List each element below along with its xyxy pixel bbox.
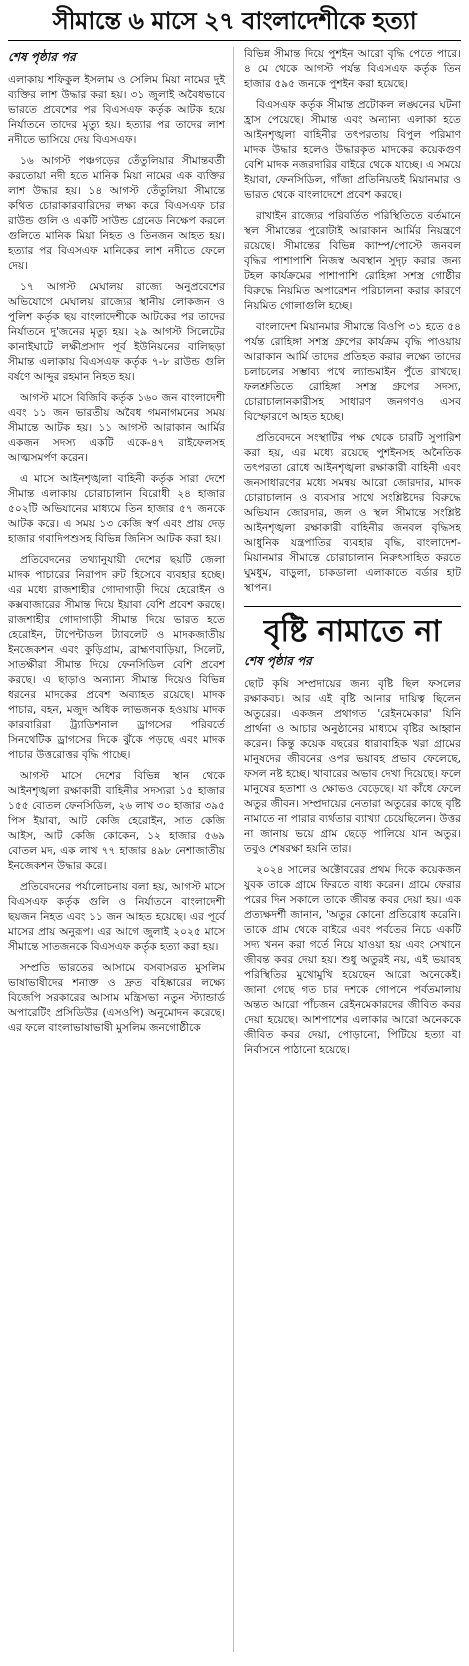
paragraph: ২০২৪ সালের অক্টোবরের প্রথম দিকে কয়েকজন যুবক তাকে গ্রামে ফিরতে বাধ্য করেন। গ্রামে ফেরার পরের দিন সকালে তাকে জীবন্ত কবর দেয়া হয়। এক প্রত্যক্ষদর্শী জানান, 'অতুর কোনো প্রতিরোধ করেনি। তাকে গ্রাম থেকে বাইরে এবং পর্বতের নিচে একটি সদ্য খনন করা গর্তে নিয়ে যাওয়া হয় এবং সেখানে জীবন্ত কবর দেয়া হয়। শুধু অতুরই নয়, এই ভয়াবহ পরিস্থিতির মুখোমুখি হয়েছেন আরো অনেকেই। জানা গেছে গত চার দশকে গোপনে পর্বতমালায় অন্তত আরো পাঁচজন রেইনমেকারদের জীবিত কবর দেয়া হয়েছে। আশপাশের এলাকার আরো অনেককে জীবিত কবর দেয়া, পোড়ানো, পিটিয়ে হত্যা বা নির্বাসনে পাঠানো হয়েছে।	[244, 864, 461, 1056]
right-column	[244, 47, 461, 1652]
paragraph: ছোট কৃষি সম্প্রদায়ের জন্য বৃষ্টি ছিল ফসলের রক্ষাকবচ। আর এই বৃষ্টি আনার দায়িত্ব ছিলেন অতুরের। একজন প্রথাগত 'রেইনমেকার' যিনি প্রার্থনা ও আচার অনুষ্ঠানের মাধ্যমে বৃষ্টির আহ্বান করেন। কিন্তু কয়েক বছরের ধারাবাহিক খরা গ্রামের মানুষদের জীবনের ওপর ভয়াবহ প্রভাব ফেলেছে, ফসল নষ্ট হচ্ছে। খাবারের অভাব দেখা দিয়েছে। ফলে মানুষের হতাশা ও ক্ষোভও বেড়েছে। যা কাঁধে ফেলে অতুর জীবন। সম্প্রদায়ের নেতারা অতুরের কাছে বৃষ্টি নামাতে না পারার ব্যর্থতার ব্যাখ্যা চেয়েছিলেন। উত্তর না জানায় ভয়ে গ্রাম ছেড়ে পালিয়ে যান অতুর। তবুও শেষরক্ষা হয়নি তার।	[244, 678, 461, 855]
article-columns	[8, 47, 461, 1652]
left-column	[8, 47, 234, 1652]
paragraph: আগস্ট মাসে বিজিবি কর্তৃক ১৬০ জন বাংলাদেশী এবং ১১ জন ভারতীয় অবৈধ গমনাগমনের সময় সীমান্তে আটক হয়। ১১ আগস্ট আরাকান আর্মির একজন সদস্য একটি একে-৪৭ রাইফেলসহ আত্মসমর্পণ করেন।	[8, 392, 225, 464]
headline: সীমান্তে ৬ মাসে ২৭ বাংলাদেশীকে হত্যা	[8, 6, 461, 41]
paragraph: প্রতিবেদনে সংস্থাটির পক্ষ থেকে চারটি সুপারিশ করা হয়, এর মধ্যে রয়েছে পুশইনসহ অনৈতিক তৎপরতা রোধে আইনশৃঙ্খলা রক্ষাকারী বাহিনী এবং জনসাধারণের মধ্যে সমন্বয় আরো জোরদার, মাদক চোরাচালান ও ব্যবসার সাথে সংশ্লিষ্টদের বিরুদ্ধে অভিযান জোরদার, জল ও স্থল সীমান্তে সংশ্লিষ্ট আইনশৃঙ্খলা রক্ষাকারী বাহিনীর জনবল বৃদ্ধিসহ আধুনিক যন্ত্রপাতির ব্যবহার বৃদ্ধি, বাংলাদেশ-মিয়ানমার সীমান্তে চোরাচালান নিরুৎসাহিত করতে ঘুমধুম, বাড়ুলা, চাকডালা এলাকাতে বর্ডার হাট স্থাপন।	[244, 432, 461, 594]
paragraph: ১৭ আগস্ট মেঘালয় রাজ্যে অনুপ্রবেশের অভিযোগে মেঘালয় রাজ্যের স্থানীয় লোকজন ও পুলিশ কর্তৃক ছয় বাংলাদেশীকে আটকের পর তাদের নির্যাতনে দু'জনের মৃত্যু হয়। ২৯ আগস্ট সিলেটের কানাইঘাটে লক্ষীপ্রসাদ পূর্ব ইউনিয়নের বালিছড়া সীমান্ত এলাকায় বিএসএফ কর্তৃক ৭-৮ রাউন্ড গুলি বর্ষণে আব্দুর রহমান নিহত হয়।	[8, 281, 225, 383]
paragraph: প্রতিবেদনের পর্যালোচনায় বলা হয়, আগস্ট মাসে বিএসএফ কর্তৃক গুলি ও নির্যাতনে বাংলাদেশী ছয়জন নিহত এবং ১১ জন আহত হয়েছে। এর পূর্বে মাসের প্রায় অনুরূপ। এর আগে জুলাই ২০২৫ মাসে সীমান্তে সাতজনকে বিএসএফ কর্তৃক হত্যা করা হয়।	[8, 881, 225, 953]
paragraph: প্রতিবেদনের তথ্যানুযায়ী দেশের ছয়টি জেলা মাদক পাচারের নিরাপদ রুট হিসেবে ব্যবহার হচ্ছে। এর মধ্যে রাজশাহীর গোদাগাড়ী দিয়ে হেরোইন ও কক্সবাজারের সীমান্ত দিয়ে ইয়াবা বেশি প্রবেশ করছে। রাজশাহীর গোদাগাড়ী সীমান্ত দিয়ে ভারত হতে হেরোইন, টাপেন্টাডল ট্যাবলেট ও মাদকজাতীয় ইনজেকশন এবং কুড়িগ্রাম, ব্রাহ্মণবাড়িয়া, সিলেট, সাতক্ষীরা সীমান্ত দিয়ে ফেনসিডিল বেশি প্রবেশ করছে। এ ছাড়াও অন্যান্য সীমান্ত দিয়েও বিভিন্ন ধরনের মাদকের প্রবেশ অব্যাহত রয়েছে। মাদক পাচার, বহন, মজুদ অধিক লাভজনক হওয়ায় মাদক কারবারিরা ট্র্যাডিশনাল ড্রাগসের পরিবর্তে সিনথেটিক ড্রাগসের দিকে ঝুঁকে পড়ছে এবং মাদক পাচার উত্তরোত্তর বৃদ্ধি পাচ্ছে।	[8, 554, 225, 761]
continued-from-label: শেষ পৃষ্ঠার পর	[8, 50, 76, 64]
continued-from-label: শেষ পৃষ্ঠার পর	[244, 654, 312, 668]
second-story-headline: বৃষ্টি নামাতে না	[263, 614, 442, 649]
paragraph: বিভিন্ন সীমান্ত দিয়ে পুশইন আরো বৃদ্ধি পেতে পারে। ৪ মে থেকে আগস্ট পর্যন্ত বিএসএফ কর্তৃক তিন হাজার ৫৯৫ জনকে পুশইন করা হয়েছে।	[244, 48, 461, 90]
paragraph: সম্প্রতি ভারতের আসামে বসবাসরত মুসলিম ভাষাভাষীদের শনাক্ত ও দ্রুত বহিষ্কারের লক্ষ্যে বিজেপি সরকারের আসাম মন্ত্রিসভা নতুন স্ট্যান্ডার্ড অপারেটিং প্রসিডিউর (এসওপি) অনুমোদন করেছে। এর ফলে বাংলাভাষাভাষী মুসলিম জনগোষ্ঠীকে	[8, 962, 225, 1034]
paragraph: বিএসএফ কর্তৃক সীমান্ত প্রটোকল লঙ্ঘনের ঘটনা হ্রাস পেয়েছে। সীমান্ত এবং অন্যান্য এলাকা হতে আইনশৃঙ্খলা বাহিনীর তৎপরতায় বিপুল পরিমাণ মাদক উদ্ধার হলেও উদ্ধারকৃত মাদকের কয়েকগুণ বেশি মাদক নজরদারির বাইরে থেকে যাচ্ছে। এ সময়ে ইয়াবা, ফেনসিডিল, গাঁজা প্রতিনিয়তই মিয়ানমার ও ভারত থেকে বাংলাদেশে প্রবেশ করছে।	[244, 99, 461, 201]
paragraph: এ মাসে আইনশৃঙ্খলা বাহিনী কর্তৃক সারা দেশে সীমান্ত এলাকায় চোরাচালান বিরোধী ২৪ হাজার ৫০২টি অভিযানের মাধ্যমে তিন হাজার ৫৭ জনকে আটক করে। এ সময় ১৩ কেজি স্বর্ণ এবং প্রায় দেড় হাজার গবাদিপশুসহ বিভিন্ন জিনিস আটক করা হয়।	[8, 473, 225, 545]
paragraph: ১৬ আগস্ট পঞ্চগড়ের তেঁতুলিয়ার সীমান্তবর্তী করতোয়া নদী হতে মানিক মিয়া নামের এক ব্যক্তির লাশ উদ্ধার হয়। ১৪ আগস্ট তেঁতুলিয়া সীমান্তে কথিত চোরাকারবারিদের লক্ষ্য করে বিএসএফ চার রাউন্ড গুলি ও একটি সাউন্ড গ্রেনেড নিক্ষেপ করলে গুলিতে মানিক মিয়া নিহত ও তিনজন আহত হয়। হত্যার পর বিএসএফ মানিকের লাশ নদীতে ফেলে দেয়।	[8, 155, 225, 272]
paragraph: বাংলাদেশ মিয়ানমার সীমান্তে বিওপি ৩১ হতে ৫৪ পর্যন্ত রোহিঙ্গা সশস্ত্র গ্রুপের কার্যক্রম বৃদ্ধি পাওয়ায় আরাকান আর্মি তাদের প্রতিহত করার লক্ষ্যে তাদের চলাচলের সম্ভাব্য পথে ল্যান্ডমাইন পুঁতে রাখছে। ফলশ্রুতিতে রোহিঙ্গা সশস্ত্র গ্রুপের সদস্য, চোরাচালানকারীসহ সাধারণ জনগণও এসব বিস্ফোরণে আহত হচ্ছে।	[244, 321, 461, 423]
story-divider	[244, 606, 461, 607]
paragraph: এলাকায় শফিকুল ইসলাম ও সেলিম মিয়া নামের দুই ব্যক্তির লাশ উদ্ধার করা হয়। ৩১ জুলাই অবৈধভাবে ভারতে প্রবেশের পর বিএসএফ কর্তৃক আটক হয়ে নির্যাতনে তাদের মৃত্যু হয়। হত্যার পর তাদের লাশ নদীতে ভাসিয়ে দেয় বিএসএফ।	[8, 74, 225, 146]
paragraph: আগস্ট মাসে দেশের বিভিন্ন স্থান থেকে আইনশৃঙ্খলা রক্ষাকারী বাহিনীর সদস্যরা ১৫ হাজার ১৫৫ বোতল ফেনসিডিল, ২৬ লাখ ৩০ হাজার ৩৯৫ পিস ইয়াবা, আট কেজি হেরোইন, সাত কেজি আইস, আট কেজি কোকেন, ১২ হাজার ৫৬৯ বোতল মদ, এক লাখ ৭৭ হাজার ৪৯৮ নেশাজাতীয় ইনজেকশন উদ্ধার করে।	[8, 770, 225, 872]
paragraph: রাখাইন রাজ্যের পরিবর্তিত পরিস্থিতিতে বর্তমানে স্থল সীমান্তের পুরোটাই আরাকান আর্মির নিয়ন্ত্রণে রয়েছে। সীমান্তের বিভিন্ন ক্যাম্প/পোস্টে জনবল বৃদ্ধির পাশাপাশি নিজস্ব অবস্থান সুদৃঢ় করার জন্য টহল কার্যক্রমের পাশাপাশি রোহিঙ্গা সশস্ত্র গোষ্ঠীর বিরুদ্ধে নিয়মিত অপারেশন পরিচালনা করার কারণে নিয়মিত গোলাগুলি হচ্ছে।	[244, 210, 461, 312]
